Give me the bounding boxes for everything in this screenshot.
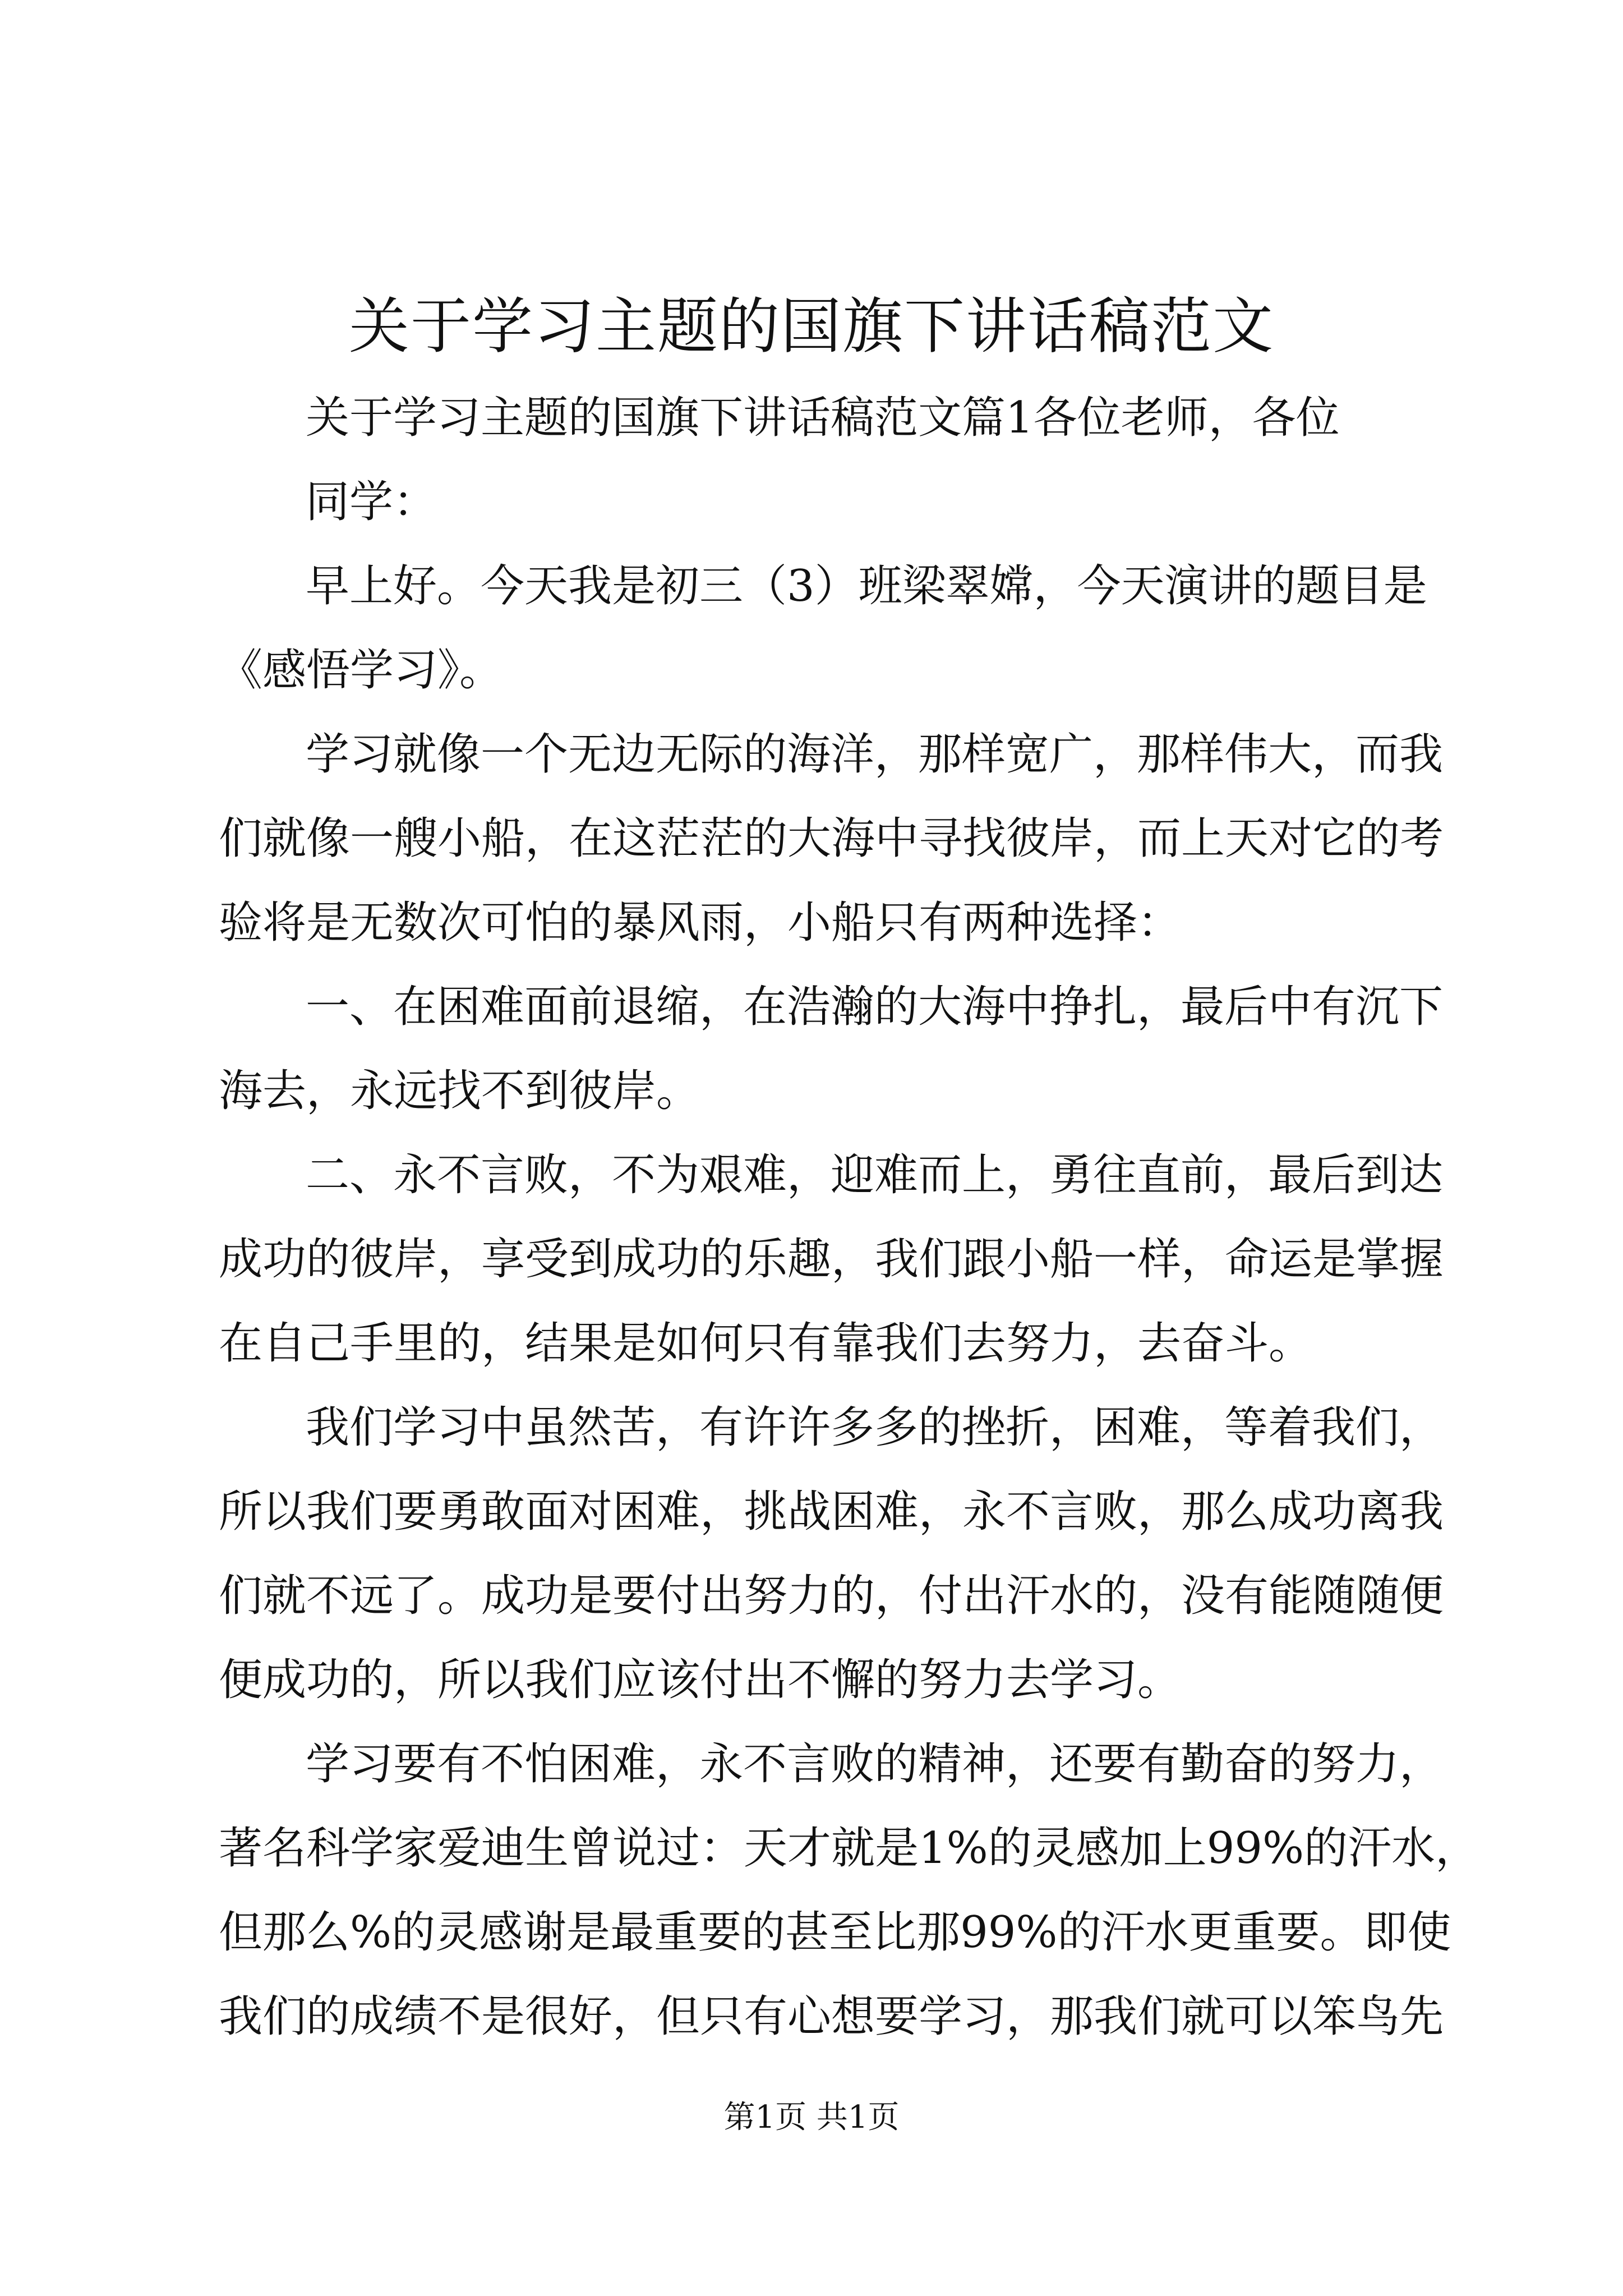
paragraph-line: 同学：: [306, 477, 437, 527]
paragraph-line: 关于学习主题的国旗下讲话稿范文篇1各位老师，各位: [306, 393, 1340, 443]
paragraph-line: 们就不远了。成功是要付出努力的，付出汗水的，没有能随随便: [219, 1571, 1444, 1621]
paragraph-line: 学习就像一个无边无际的海洋，那样宽广，那样伟大，而我: [306, 729, 1444, 780]
paragraph-line: 我们的成绩不是很好，但只有心想要学习，那我们就可以笨鸟先: [219, 1991, 1444, 2042]
paragraph-line: 验将是无数次可怕的暴风雨，小船只有两种选择：: [219, 898, 1182, 948]
paragraph-line: 所以我们要勇敢面对困难，挑战困难，永不言败，那么成功离我: [219, 1487, 1444, 1537]
paragraph-line: 学习要有不怕困难，永不言败的精神，还要有勤奋的努力，: [306, 1739, 1444, 1789]
paragraph-line: 在自己手里的，结果是如何只有靠我们去努力，去奋斗。: [219, 1318, 1313, 1369]
paragraph-line: 我们学习中虽然苦，有许许多多的挫折，困难，等着我们，: [306, 1402, 1444, 1453]
paragraph-line: 但那么%的灵感谢是最重要的甚至比那99%的汗水更重要。即使: [219, 1907, 1451, 1958]
document-body: [219, 376, 1479, 2059]
paragraph-line: 一、在困难面前退缩，在浩瀚的大海中挣扎，最后中有沉下: [306, 982, 1444, 1032]
paragraph-line: 们就像一艘小船，在这茫茫的大海中寻找彼岸，而上天对它的考: [219, 813, 1444, 864]
page-footer: 第1页 共1页: [723, 2099, 900, 2136]
paragraph-line: 便成功的，所以我们应该付出不懈的努力去学习。: [219, 1655, 1182, 1705]
paragraph-line: 海去，永远找不到彼岸。: [219, 1066, 700, 1116]
paragraph-line: 早上好。今天我是初三（3）班梁翠嫦，今天演讲的题目是: [306, 561, 1427, 611]
paragraph-line: 二、永不言败，不为艰难，迎难而上，勇往直前，最后到达: [306, 1150, 1444, 1200]
paragraph-line: 《感悟学习》。: [219, 645, 504, 696]
document-title: 关于学习主题的国旗下讲话稿范文: [348, 292, 1274, 362]
paragraph-line: 著名科学家爱迪生曾说过：天才就是1%的灵感加上99%的汗水，: [219, 1823, 1479, 1874]
paragraph-line: 成功的彼岸，享受到成功的乐趣，我们跟小船一样，命运是掌握: [219, 1234, 1444, 1285]
